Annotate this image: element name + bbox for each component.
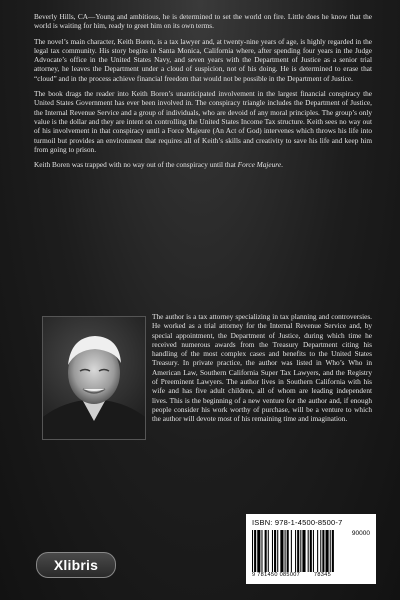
barcode-bar [300, 530, 301, 572]
blurb [34, 12, 372, 175]
blurb-paragraph-4-italic: Force Majeure [237, 160, 282, 170]
barcode-bar [326, 530, 329, 572]
barcode-bar [280, 530, 283, 572]
author-portrait-image [43, 317, 145, 439]
barcode-bar [308, 530, 309, 572]
barcode-bar [322, 530, 324, 572]
author-bio: The author is a tax attorney specializing in tax planning and controversies. He worked as a trial attorney for the Internal Revenue Service and, by special appointment, the Department of Justice, during which time he received numerous awards from the Treasury Department citing his handling of the most complex cases and benefits to the United States Treasury. In private practice, the author was listed in Who’s Who in American Law, Southern California Super Tax Lawyers, and the Registry of Preeminent Lawyers. The author lives in Southern California with his wife and has five adult children, all of whom are leading independent lives. This is the beginning of a new venture for the author and, if enough people consider his work worthy of purchase, will be a venture to which the author will devote most of his remaining time and imagination. [152, 312, 372, 424]
publisher-logo [36, 552, 116, 578]
barcode-bar [332, 530, 334, 572]
isbn-barcode [246, 514, 376, 584]
blurb-paragraph-4-lead: Keith Boren was trapped with no way out of the conspiracy until that [34, 160, 238, 170]
blurb-paragraph-4-end: . [281, 160, 283, 170]
barcode-bar [285, 530, 286, 572]
barcode-bar [317, 530, 318, 572]
barcode-bar [330, 530, 331, 572]
barcode-bars [252, 530, 370, 572]
barcode-bar [287, 530, 289, 572]
barcode-bar [313, 530, 314, 572]
barcode-bar [272, 530, 273, 572]
blurb-paragraph-2: The novel’s main character, Keith Boren, is a tax lawyer and, at twenty-nine years of age, is highly regarded in the legal tax community. His story begins in Santa Monica, California where, after spending four years in the Judge Advocate’s office in the United States Navy, and seven years with the Department of Justice as a senior trial attorney, he leaves the Department under a cloud of suspicion, not of his doing. He is determined to erase that “cloud” and in the process achieve financial freedom that would not be possible in the Department of Justice. [34, 36, 372, 83]
barcode-number: 9 781450 085007 [252, 572, 301, 578]
blurb-paragraph-1: Beverly Hills, CA—Young and ambitious, he is determined to set the world on fire. Little does he know that the world is waiting for him, ready to greet him on its own terms. [34, 12, 372, 31]
barcode-bar [297, 530, 299, 572]
barcode-bar [261, 530, 262, 572]
barcode-bar [310, 530, 312, 572]
isbn-label: ISBN: 978-1-4500-8500-7 [252, 518, 343, 527]
barcode-bar [252, 530, 253, 572]
barcode-bar [257, 530, 260, 572]
barcode-digits [252, 572, 370, 578]
barcode-bar [302, 530, 305, 572]
barcode-bar [254, 530, 256, 572]
barcode-bar [291, 530, 292, 572]
barcode-bar [277, 530, 278, 572]
barcode-suffix: 78345 [313, 572, 331, 578]
barcode-bar [295, 530, 296, 572]
author-photo [42, 316, 146, 440]
publisher-name: Xlibris [53, 557, 99, 573]
blurb-paragraph-3: The book drags the reader into Keith Boren’s unanticipated involvement in the largest financial conspiracy the United States Government has ever been involved in. The conspiracy triangle includes the Department of Justice, the Internal Revenue Service and a group of individuals, who are devoid of any moral principles. The group’s only value is the dollar and they are intent on controlling the United States Income Tax structure. Keith sees no way out of his involvement in that conspiracy until a Force Majeure (An Act of God) intervenes which throws his life into turmoil but provides an environment that requires all of Keith’s skills and creativity to save his life and keep him from going to prison. [34, 89, 372, 154]
barcode-bar [268, 530, 269, 572]
barcode-bar [274, 530, 276, 572]
barcode-bar [320, 530, 321, 572]
blurb-paragraph-4 [34, 160, 372, 169]
barcode-bar [265, 530, 267, 572]
price-code: 90000 [351, 530, 370, 537]
